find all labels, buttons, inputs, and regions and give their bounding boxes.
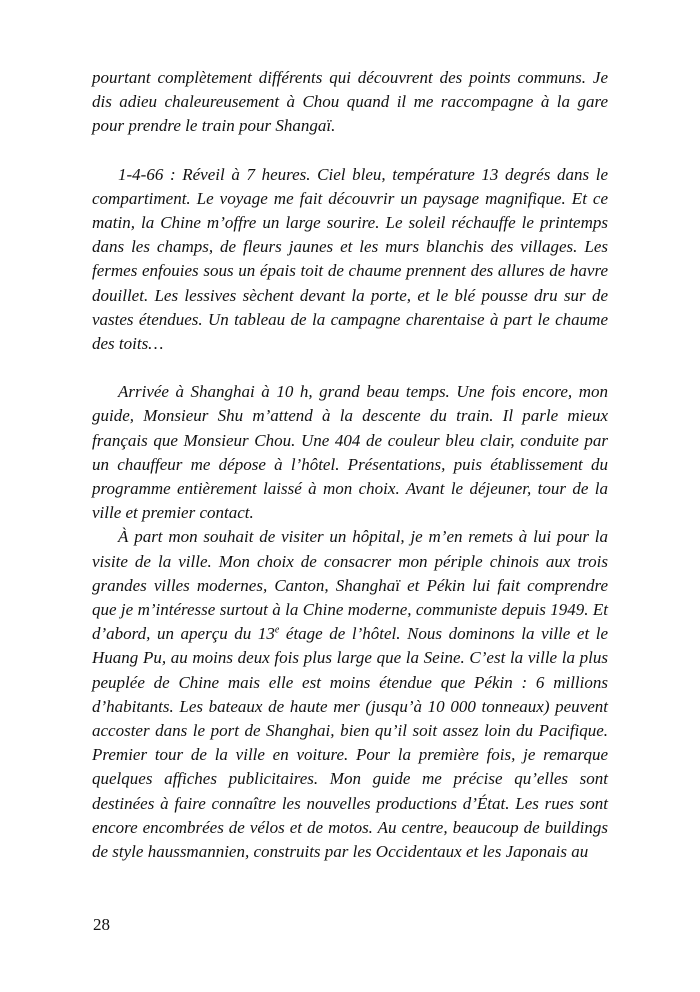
page-number: 28 bbox=[93, 915, 110, 934]
paragraph-city-visit-part1: À part mon souhait de visiter un hôpital, je m’en remets à lui pour la visite de la ville. Mon choix de consacrer mon périple chinois aux trois grandes villes modernes, Canton, Shanghaï et Pékin lui fait comprendre que je m’intéresse surtout à la Chine moderne, communiste depuis 1949. Et d’abord, un aperçu du 13 bbox=[92, 527, 608, 644]
paragraph-continuation: pourtant complètement différents qui découvrent des points communs. Je dis adieu chaleureusement à Chou quand il me raccompagne à la gare pour prendre le train pour Shangaï. bbox=[92, 68, 608, 136]
page-body bbox=[92, 66, 608, 864]
paragraph-city-visit-part2: étage de l’hôtel. Nous dominons la ville et le Huang Pu, au moins deux fois plus large que la Seine. C’est la ville la plus peuplée de Chine mais elle est moins étendue que Pékin : 6 millions d’habitants. Les bateaux de haute mer (jusqu’à 10 000 tonneaux) peuvent accoster dans le port de Shanghai, bien qu’il soit assez loin du Pacifique. Premier tour de la ville en voiture. Pour la première fois, je remarque quelques affiches publicitaires. Mon guide me précise qu’elles sont destinées à faire connaître les nouvelles productions d’État. Les rues sont encore encombrées de vélos et de motos. Au centre, beaucoup de buildings de style haussmannien, construits par les Occidentaux et les Japonais au bbox=[92, 624, 608, 862]
ordinal-superscript: e bbox=[274, 624, 280, 636]
paragraph-journal-entry: 1-4-66 : Réveil à 7 heures. Ciel bleu, température 13 degrés dans le compartiment. Le voyage me fait découvrir un paysage magnifique. Et ce matin, la Chine m’offre un large sourire. Le soleil réchauffe le printemps dans les champs, de fleurs jaunes et les murs blanchis des villages. Les fermes enfouies sous un épais toit de chaume prennent des allures de havre douillet. Les lessives sèchent devant la porte, et le blé pousse dru sur de vastes étendues. Un tableau de la campagne charentaise à part le chaume des toits… bbox=[92, 164, 608, 354]
paragraph-city-visit bbox=[92, 525, 608, 864]
paragraph-arrival-shanghai: Arrivée à Shanghai à 10 h, grand beau temps. Une fois encore, mon guide, Monsieur Shu m’attend à la descente du train. Il parle mieux français que Monsieur Chou. Une 404 de couleur bleu clair, conduite par un chauffeur me dépose à l’hôtel. Présentations, puis établissement du programme entièrement laissé à mon choix. Avant le déjeuner, tour de la ville et premier contact. bbox=[92, 382, 608, 523]
